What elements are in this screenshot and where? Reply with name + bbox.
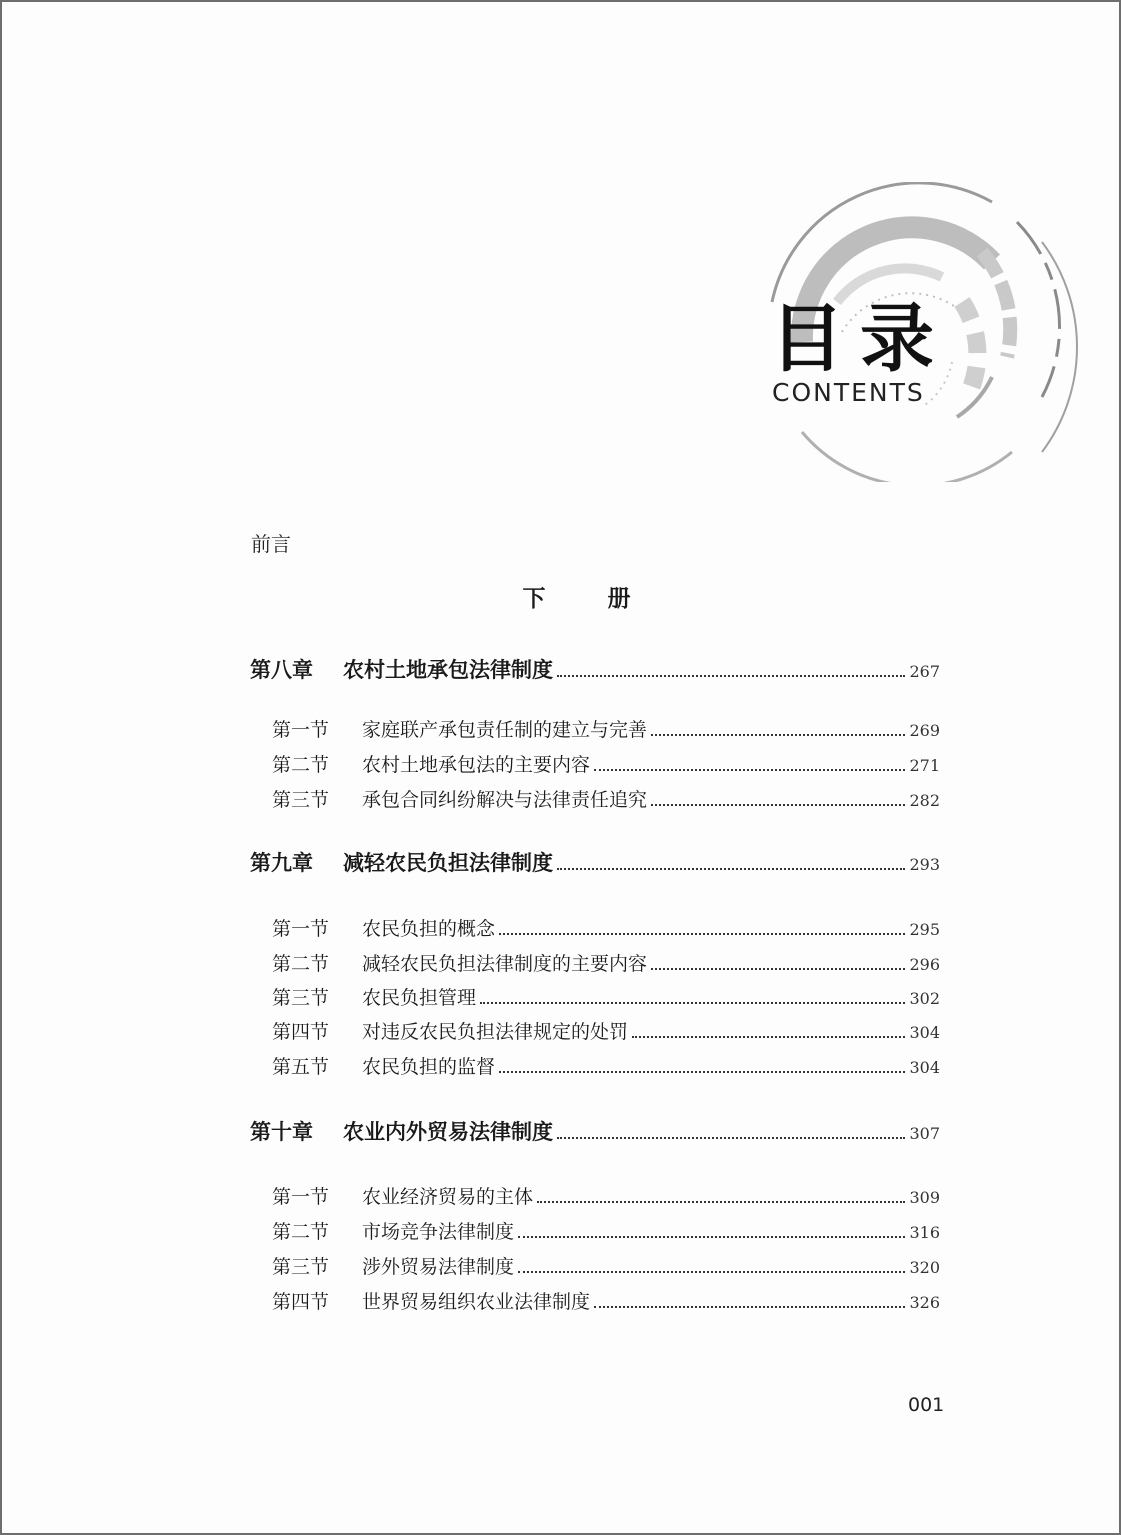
page-number: 326	[909, 1293, 940, 1312]
section-number: 第一节	[272, 1186, 330, 1208]
page-number: 307	[909, 1124, 940, 1143]
section-title: 家庭联产承包责任制的建立与完善	[362, 719, 648, 741]
section-title: 承包合同纠纷解决与法律责任追究	[362, 789, 648, 811]
page-number: 304	[909, 1023, 940, 1042]
section-title: 减轻农民负担法律制度的主要内容	[362, 953, 648, 975]
section-number: 第四节	[272, 1291, 330, 1313]
section-entry[interactable]	[272, 1052, 940, 1079]
volume-heading: 下册	[522, 586, 693, 612]
page-number: 271	[909, 756, 940, 775]
section-number: 第一节	[272, 719, 330, 741]
section-title: 农业经济贸易的主体	[362, 1186, 534, 1208]
contents-subtitle: CONTENTS	[772, 378, 925, 407]
section-number: 第二节	[272, 754, 330, 776]
section-entry[interactable]	[272, 785, 940, 812]
chapter-entry[interactable]	[250, 1116, 940, 1146]
section-number: 第二节	[272, 1221, 330, 1243]
page-number: 295	[909, 920, 940, 939]
section-title: 涉外贸易法律制度	[362, 1256, 515, 1278]
dot-leader	[499, 1071, 905, 1073]
section-entry[interactable]	[272, 750, 940, 777]
chapter-title: 减轻农民负担法律制度	[343, 851, 553, 875]
dot-leader	[557, 1137, 905, 1139]
page-number: 293	[909, 855, 940, 874]
page-number: 316	[909, 1223, 940, 1242]
dot-leader	[651, 968, 905, 970]
page-number: 304	[909, 1058, 940, 1077]
page-number: 282	[909, 791, 940, 810]
dot-leader	[632, 1036, 905, 1038]
dot-leader	[518, 1236, 905, 1238]
dot-leader	[537, 1201, 905, 1203]
dot-leader	[651, 804, 905, 806]
section-number: 第一节	[272, 918, 330, 940]
contents-title: 目录	[770, 296, 950, 382]
folio-page-number: 001	[908, 1394, 945, 1416]
section-number: 第三节	[272, 1256, 330, 1278]
section-entry[interactable]	[272, 1287, 940, 1314]
dot-leader	[557, 675, 905, 677]
chapter-entry[interactable]	[250, 654, 940, 684]
chapter-number: 第八章	[250, 658, 313, 682]
dot-leader	[651, 734, 905, 736]
dot-leader	[518, 1271, 905, 1273]
section-number: 第三节	[272, 987, 330, 1009]
chapter-entry[interactable]	[250, 847, 940, 877]
chapter-number: 第十章	[250, 1120, 313, 1144]
section-title: 农村土地承包法的主要内容	[362, 754, 591, 776]
page-number: 320	[909, 1258, 940, 1277]
section-entry[interactable]	[272, 1217, 940, 1244]
page-number: 296	[909, 955, 940, 974]
page-number: 269	[909, 721, 940, 740]
section-title: 世界贸易组织农业法律制度	[362, 1291, 591, 1313]
dot-leader	[557, 868, 905, 870]
chapter-number: 第九章	[250, 851, 313, 875]
section-number: 第五节	[272, 1056, 330, 1078]
section-title: 农民负担的监督	[362, 1056, 496, 1078]
section-number: 第二节	[272, 953, 330, 975]
section-number: 第三节	[272, 789, 330, 811]
page-number: 302	[909, 989, 940, 1008]
section-entry[interactable]	[272, 983, 940, 1010]
section-title: 农民负担管理	[362, 987, 477, 1009]
dot-leader	[594, 769, 905, 771]
section-entry[interactable]	[272, 1017, 940, 1044]
section-number: 第四节	[272, 1021, 330, 1043]
section-entry[interactable]	[272, 715, 940, 742]
section-title: 对违反农民负担法律规定的处罚	[362, 1021, 629, 1043]
section-entry[interactable]	[272, 914, 940, 941]
chapter-title: 农村土地承包法律制度	[343, 658, 553, 682]
section-entry[interactable]	[272, 1252, 940, 1279]
dot-leader	[480, 1002, 905, 1004]
section-title: 农民负担的概念	[362, 918, 496, 940]
chapter-title: 农业内外贸易法律制度	[343, 1120, 553, 1144]
preface-entry[interactable]: 前言	[251, 532, 291, 556]
section-title: 市场竞争法律制度	[362, 1221, 515, 1243]
dot-leader	[499, 933, 905, 935]
page-number: 309	[909, 1188, 940, 1207]
section-entry[interactable]	[272, 1182, 940, 1209]
section-entry[interactable]	[272, 949, 940, 976]
page-number: 267	[909, 662, 940, 681]
dot-leader	[594, 1306, 905, 1308]
